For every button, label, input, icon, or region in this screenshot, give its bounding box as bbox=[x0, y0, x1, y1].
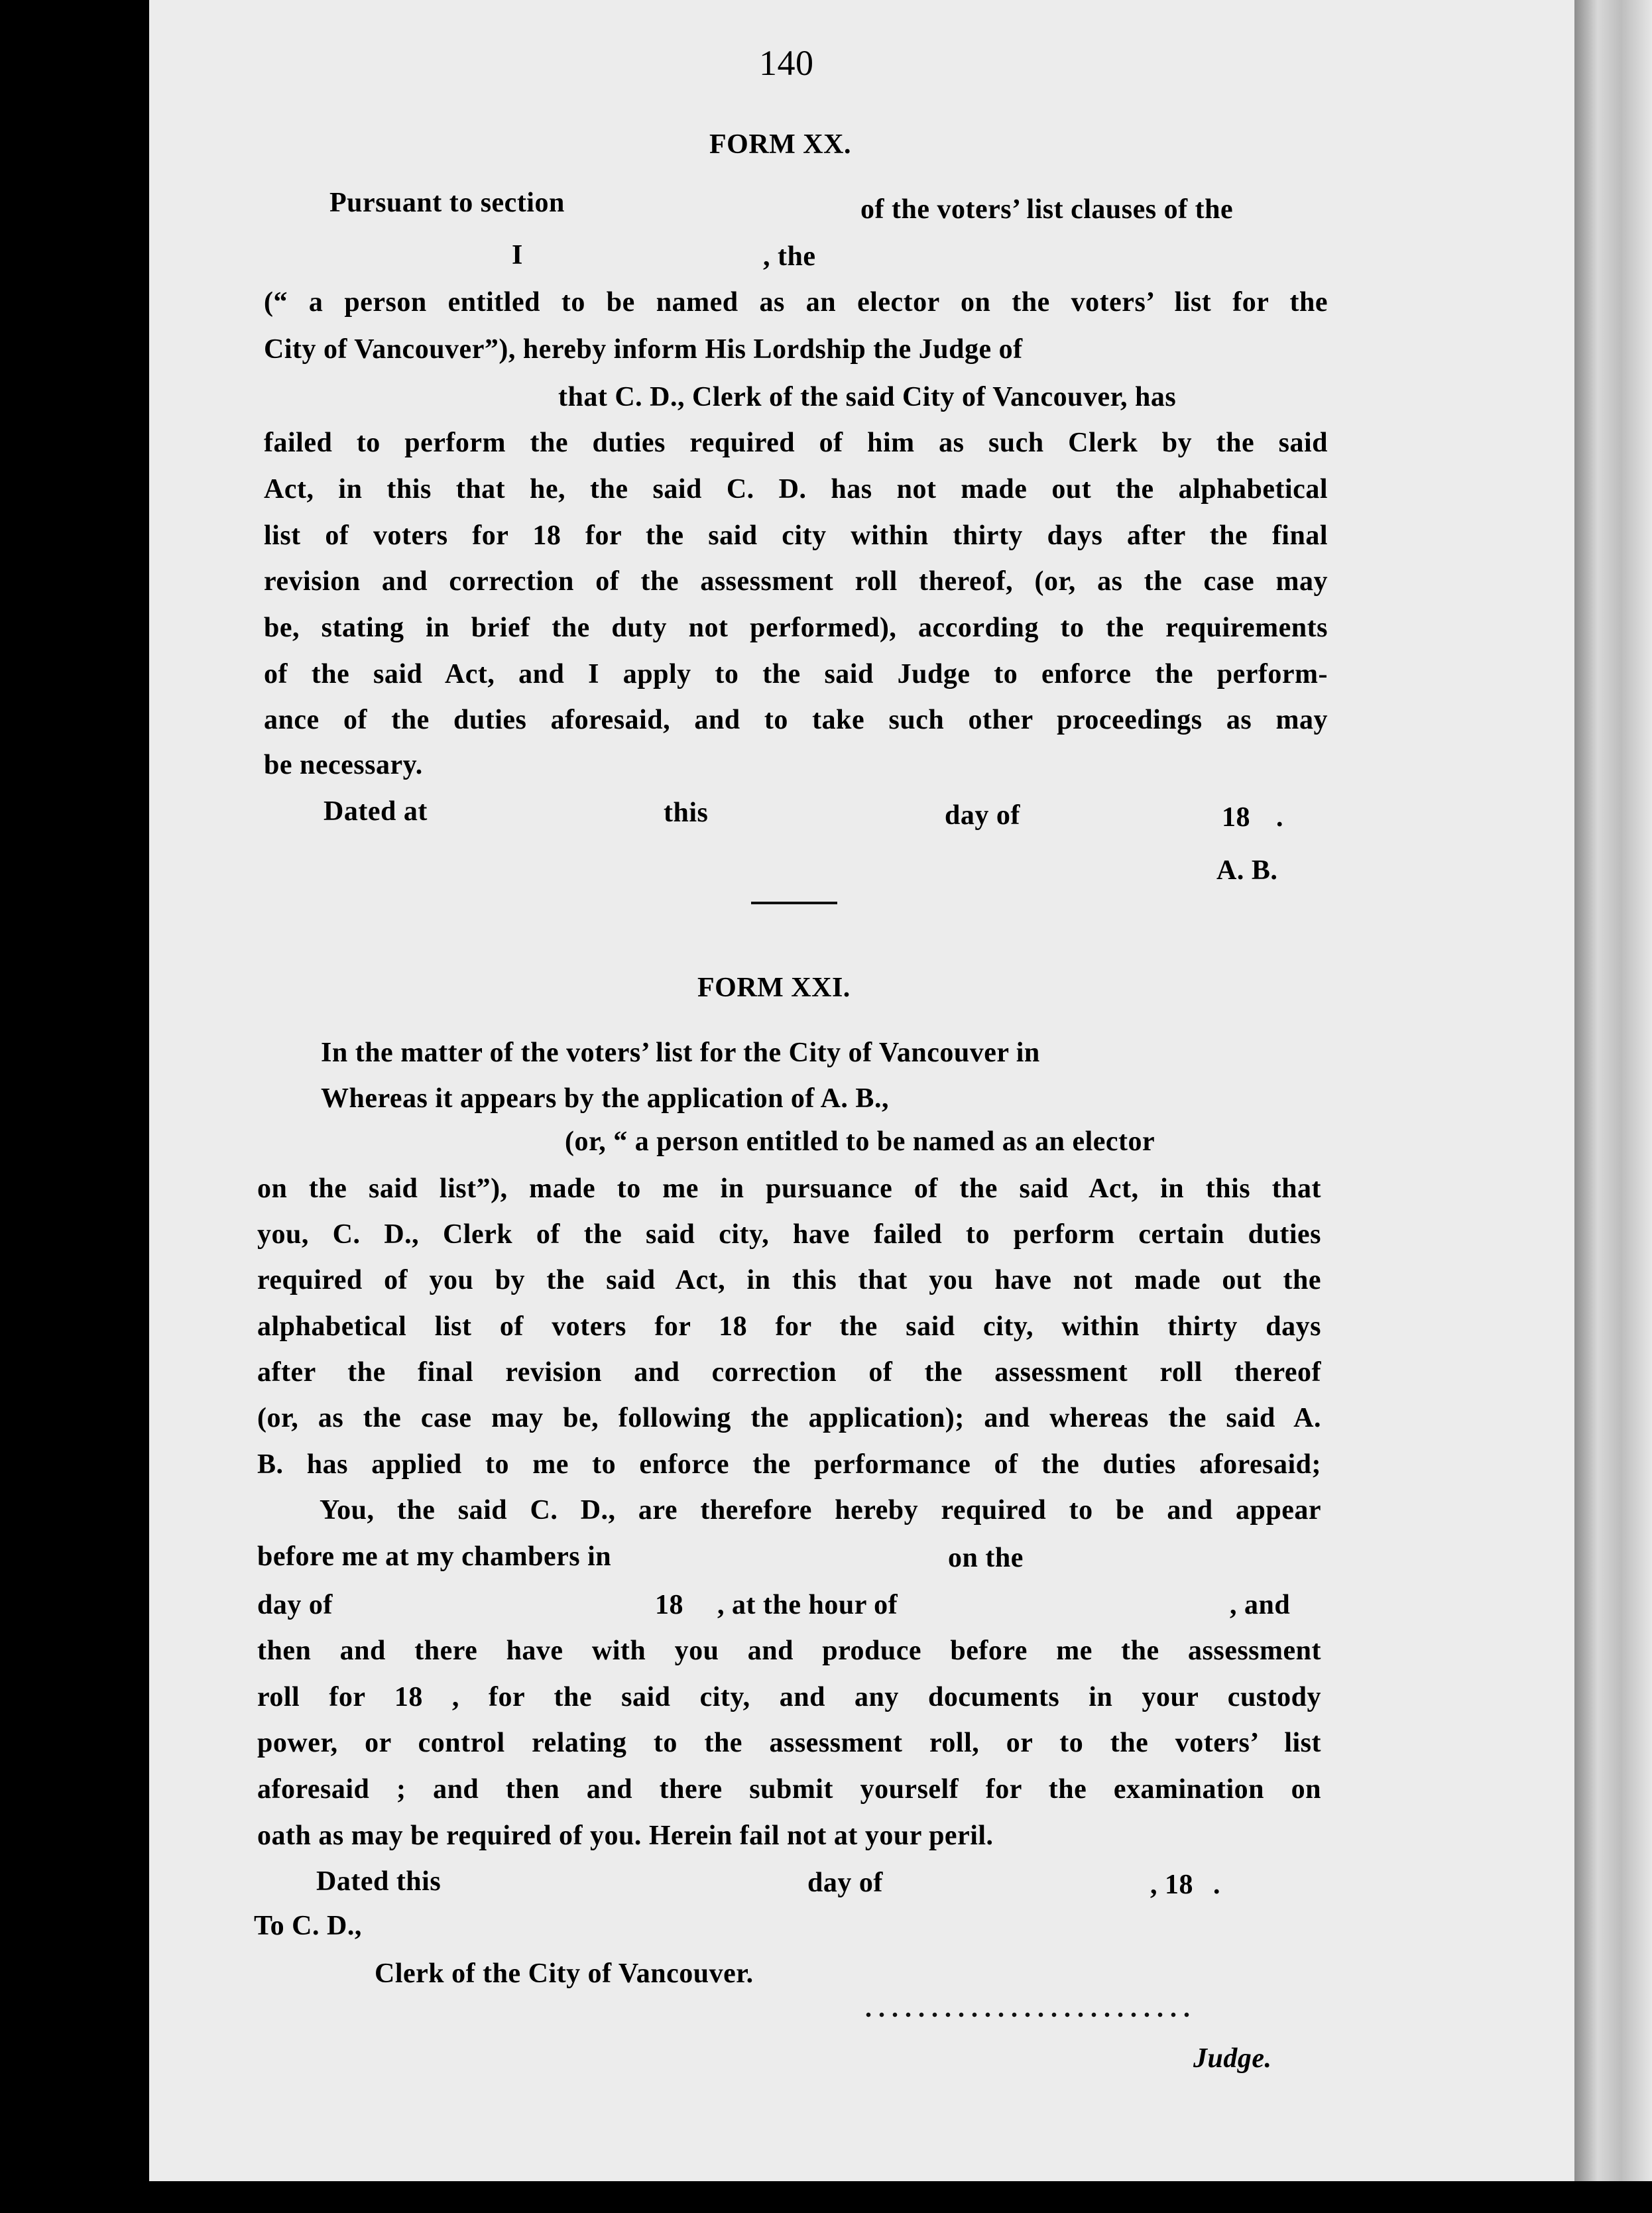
form20-line: ance of the duties aforesaid, and to take such other proceedings as may bbox=[264, 705, 1328, 735]
form21-year: , 18 bbox=[1150, 1870, 1193, 1900]
form21-line: In the matter of the voters’ list for the City of Vancouver in bbox=[321, 1038, 1040, 1068]
form20-dated-at: Dated at bbox=[324, 796, 428, 827]
form21-period: . bbox=[1213, 1870, 1220, 1900]
form21-dated-this: Dated this bbox=[316, 1866, 442, 1897]
form20-line: be necessary. bbox=[264, 750, 423, 780]
form20-line: of the voters’ list clauses of the bbox=[860, 194, 1234, 225]
form20-line: be, stating in brief the duty not performed), according to the requirements bbox=[264, 613, 1328, 643]
form21-line: , and bbox=[1230, 1590, 1291, 1620]
form21-line: aforesaid ; and then and there submit yourself for the examination on bbox=[257, 1774, 1321, 1805]
form21-clerk-line: Clerk of the City of Vancouver. bbox=[375, 1958, 754, 1989]
form20-title: FORM XX. bbox=[709, 129, 851, 160]
form20-line: (“ a person entitled to be named as an elector on the voters’ list for the bbox=[264, 287, 1328, 318]
form21-line: (or, “ a person entitled to be named as an elector bbox=[565, 1126, 1155, 1157]
form21-to-line: To C. D., bbox=[254, 1911, 362, 1941]
form20-year: 18 bbox=[1222, 802, 1250, 833]
signature-dotted-line bbox=[862, 2012, 1193, 2017]
form21-line: then and there have with you and produce before me the assessment bbox=[257, 1636, 1321, 1666]
form20-line: City of Vancouver”), hereby inform His Lordship the Judge of bbox=[264, 334, 1023, 365]
form20-period: . bbox=[1276, 802, 1283, 833]
form21-line: roll for 18 , for the said city, and any documents in your custody bbox=[257, 1682, 1321, 1712]
form21-line: (or, as the case may be, following the application); and whereas the said A. bbox=[257, 1403, 1321, 1433]
form20-line: that C. D., Clerk of the said City of Vancouver, has bbox=[558, 382, 1177, 412]
form20-line: Act, in this that he, the said C. D. has not made out the alphabetical bbox=[264, 474, 1328, 505]
form21-judge: Judge. bbox=[1193, 2043, 1272, 2074]
form20-line: of the said Act, and I apply to the said Judge to enforce the perform- bbox=[264, 659, 1328, 689]
form21-day-of: day of bbox=[807, 1868, 883, 1898]
form21-line: You, the said C. D., are therefore hereby required to be and appear bbox=[320, 1495, 1321, 1525]
form21-line: Whereas it appears by the application of A. B., bbox=[321, 1083, 889, 1114]
form20-day-of: day of bbox=[945, 800, 1020, 831]
form21-line: power, or control relating to the assessment roll, or to the voters’ list bbox=[257, 1728, 1321, 1758]
form20-line: , the bbox=[763, 241, 816, 272]
form20-line: revision and correction of the assessment roll thereof, (or, as the case may bbox=[264, 566, 1328, 597]
form21-line: required of you by the said Act, in this that you have not made out the bbox=[257, 1265, 1321, 1295]
form20-this: this bbox=[664, 798, 709, 828]
form21-title: FORM XXI. bbox=[697, 973, 851, 1003]
page-edge-strip bbox=[1574, 0, 1652, 2181]
scan-border bbox=[0, 2181, 1652, 2213]
form21-line: alphabetical list of voters for 18 for the said city, within thirty days bbox=[257, 1311, 1321, 1342]
form20-signature: A. B. bbox=[1216, 855, 1278, 886]
form21-line: you, C. D., Clerk of the said city, have failed to perform certain duties bbox=[257, 1219, 1321, 1250]
form21-line: day of bbox=[257, 1590, 333, 1620]
form21-line: oath as may be required of you. Herein fail not at your peril. bbox=[257, 1821, 994, 1851]
page-number: 140 bbox=[759, 43, 814, 83]
section-divider bbox=[751, 902, 837, 904]
form21-line: before me at my chambers in bbox=[257, 1541, 612, 1572]
form20-line: Pursuant to section bbox=[329, 188, 565, 218]
form21-line: 18 bbox=[655, 1590, 683, 1620]
form21-line: , at the hour of bbox=[717, 1590, 898, 1620]
form21-line: after the final revision and correction of the assessment roll thereof bbox=[257, 1357, 1321, 1388]
form21-line: on the bbox=[948, 1543, 1024, 1573]
form21-line: B. has applied to me to enforce the performance of the duties aforesaid; bbox=[257, 1449, 1321, 1480]
form20-line: failed to perform the duties required of him as such Clerk by the said bbox=[264, 428, 1328, 458]
form21-line: on the said list”), made to me in pursuance of the said Act, in this that bbox=[257, 1173, 1321, 1204]
form20-line: list of voters for 18 for the said city within thirty days after the final bbox=[264, 520, 1328, 551]
form20-line: I bbox=[512, 240, 523, 270]
